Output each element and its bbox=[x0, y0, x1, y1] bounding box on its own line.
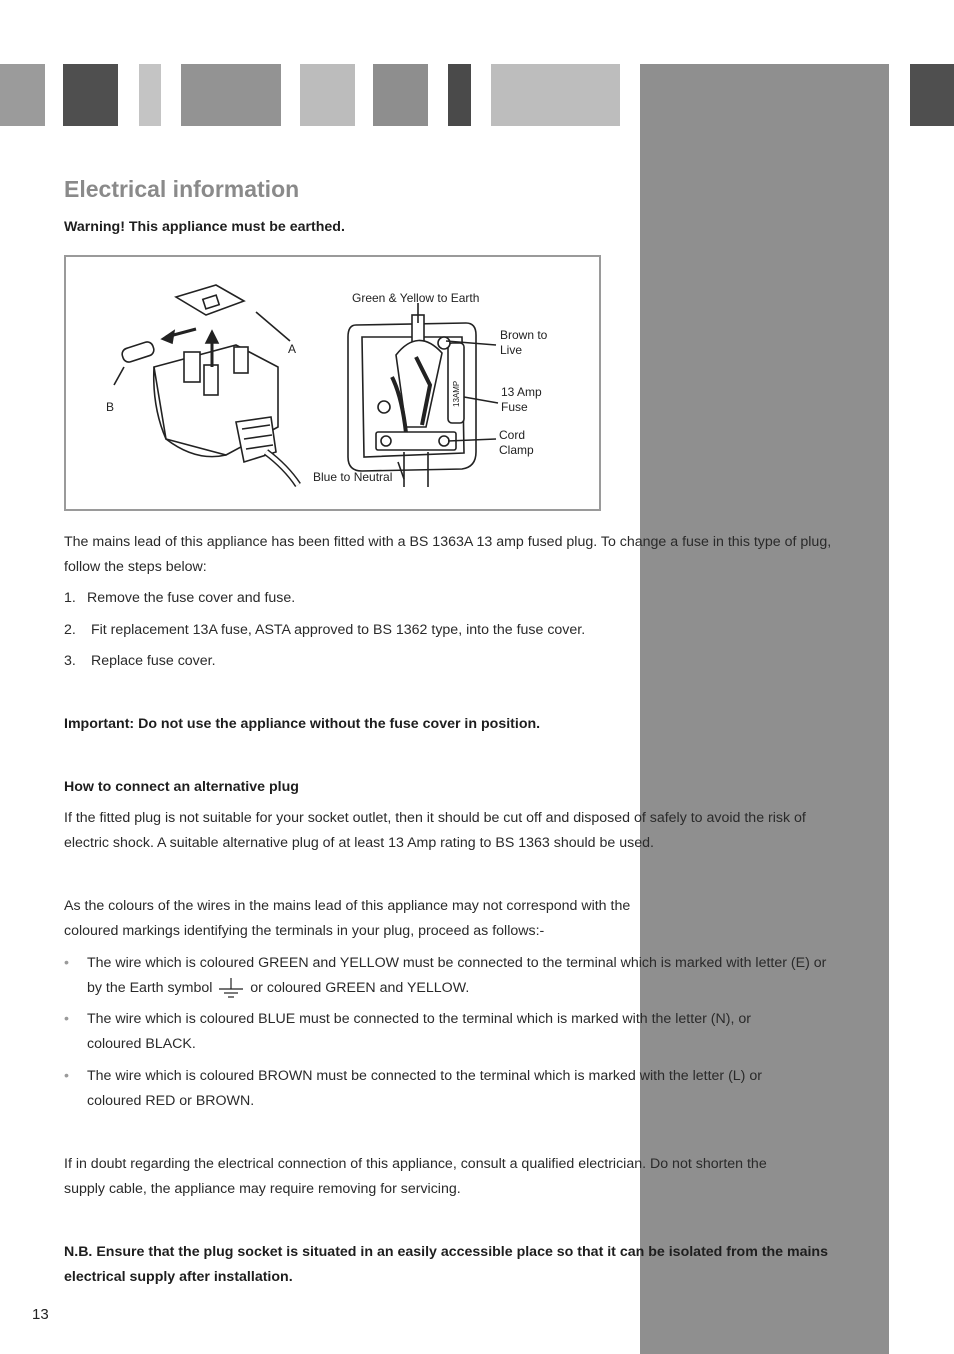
earth-symbol-icon bbox=[216, 977, 246, 999]
bullet-text: or coloured GREEN and YELLOW. bbox=[250, 980, 470, 996]
intro-line-2: follow the steps below: bbox=[64, 559, 207, 575]
alt-plug-heading: How to connect an alternative plug bbox=[64, 779, 299, 795]
step-number: 3. bbox=[64, 653, 76, 669]
intro-line-1: The mains lead of this appliance has been fitted with a BS 1363A 13 amp fused plug. To change a fuse in this type of plug, bbox=[64, 534, 832, 550]
label-b: B bbox=[106, 400, 115, 414]
fuse-marking: 13AMP bbox=[452, 380, 461, 407]
colours-line-1: As the colours of the wires in the mains lead of this appliance may not correspond with the bbox=[64, 898, 631, 914]
bullet-live bbox=[64, 1064, 844, 1114]
step-2 bbox=[64, 618, 844, 643]
header-block bbox=[300, 64, 355, 126]
plug-illustration bbox=[114, 285, 298, 485]
alt-plug-line-1: If the fitted plug is not suitable for your socket outlet, then it should be cut off and disposed of safely to avoid the risk of bbox=[64, 810, 806, 826]
bullet-line bbox=[87, 976, 844, 1001]
header-block bbox=[63, 64, 118, 126]
bullet-dot: • bbox=[64, 955, 69, 971]
bullet-line: The wire which is coloured GREEN and YELLOW must be connected to the terminal which is marked with letter (E) or bbox=[87, 955, 827, 971]
bullet-text: by the Earth symbol bbox=[87, 980, 213, 996]
bullet-line: The wire which is coloured BLUE must be connected to the terminal which is marked with the letter (N), or bbox=[87, 1011, 751, 1027]
bullet-neutral bbox=[64, 1007, 844, 1057]
label-cord-1: Cord bbox=[499, 428, 526, 442]
header-block bbox=[139, 64, 161, 126]
important-notice: Important: Do not use the appliance without the fuse cover in position. bbox=[64, 716, 541, 732]
nb-line-1: N.B. Ensure that the plug socket is situated in an easily accessible place so that it can be isolated from the mains bbox=[64, 1244, 828, 1260]
page-number: 13 bbox=[32, 1306, 49, 1323]
doubt-line-1: If in doubt regarding the electrical connection of this appliance, consult a qualified electrician. Do not shorten the bbox=[64, 1156, 767, 1172]
label-cord-2: Clamp bbox=[499, 443, 534, 457]
header-block bbox=[181, 64, 281, 126]
step-3 bbox=[64, 649, 844, 674]
label-green-yellow: Green & Yellow to Earth bbox=[352, 291, 480, 305]
plug-diagram bbox=[66, 257, 599, 509]
doubt-line-2: supply cable, the appliance may require removing for servicing. bbox=[64, 1181, 461, 1197]
plug-wiring-figure bbox=[64, 255, 601, 511]
step-number: 1. bbox=[64, 590, 76, 606]
bullet-line: The wire which is coloured BROWN must be connected to the terminal which is marked with the letter (L) or bbox=[87, 1068, 762, 1084]
label-brown-1: Brown to bbox=[500, 328, 548, 342]
header-block bbox=[373, 64, 428, 126]
label-blue: Blue to Neutral bbox=[313, 470, 393, 484]
header-block bbox=[491, 64, 620, 126]
step-text: Remove the fuse cover and fuse. bbox=[87, 590, 296, 606]
label-fuse-1: 13 Amp bbox=[501, 385, 542, 399]
bullet-earth bbox=[64, 951, 844, 1001]
step-text: Fit replacement 13A fuse, ASTA approved to BS 1362 type, into the fuse cover. bbox=[87, 622, 586, 638]
label-brown-2: Live bbox=[500, 343, 523, 357]
colours-line-2: coloured markings identifying the terminals in your plug, proceed as follows:- bbox=[64, 923, 545, 939]
warning-text: Warning! This appliance must be earthed. bbox=[64, 219, 345, 235]
plug-interior-illustration bbox=[348, 303, 498, 487]
nb-line-2: electrical supply after installation. bbox=[64, 1269, 293, 1285]
alt-plug-line-2: electric shock. A suitable alternative plug of at least 13 Amp rating to BS 1363 should be used. bbox=[64, 835, 654, 851]
header-block bbox=[910, 64, 954, 126]
step-1 bbox=[64, 586, 844, 611]
bullet-dot: • bbox=[64, 1068, 69, 1084]
bullet-line: coloured BLACK. bbox=[87, 1036, 196, 1052]
page-title: Electrical information bbox=[64, 176, 300, 202]
header-block bbox=[448, 64, 471, 126]
label-a: A bbox=[288, 342, 297, 356]
header-block bbox=[0, 64, 45, 126]
bullet-line: coloured RED or BROWN. bbox=[87, 1093, 255, 1109]
step-text: Replace fuse cover. bbox=[87, 653, 216, 669]
label-fuse-2: Fuse bbox=[501, 400, 528, 414]
bullet-dot: • bbox=[64, 1011, 69, 1027]
step-number: 2. bbox=[64, 622, 76, 638]
